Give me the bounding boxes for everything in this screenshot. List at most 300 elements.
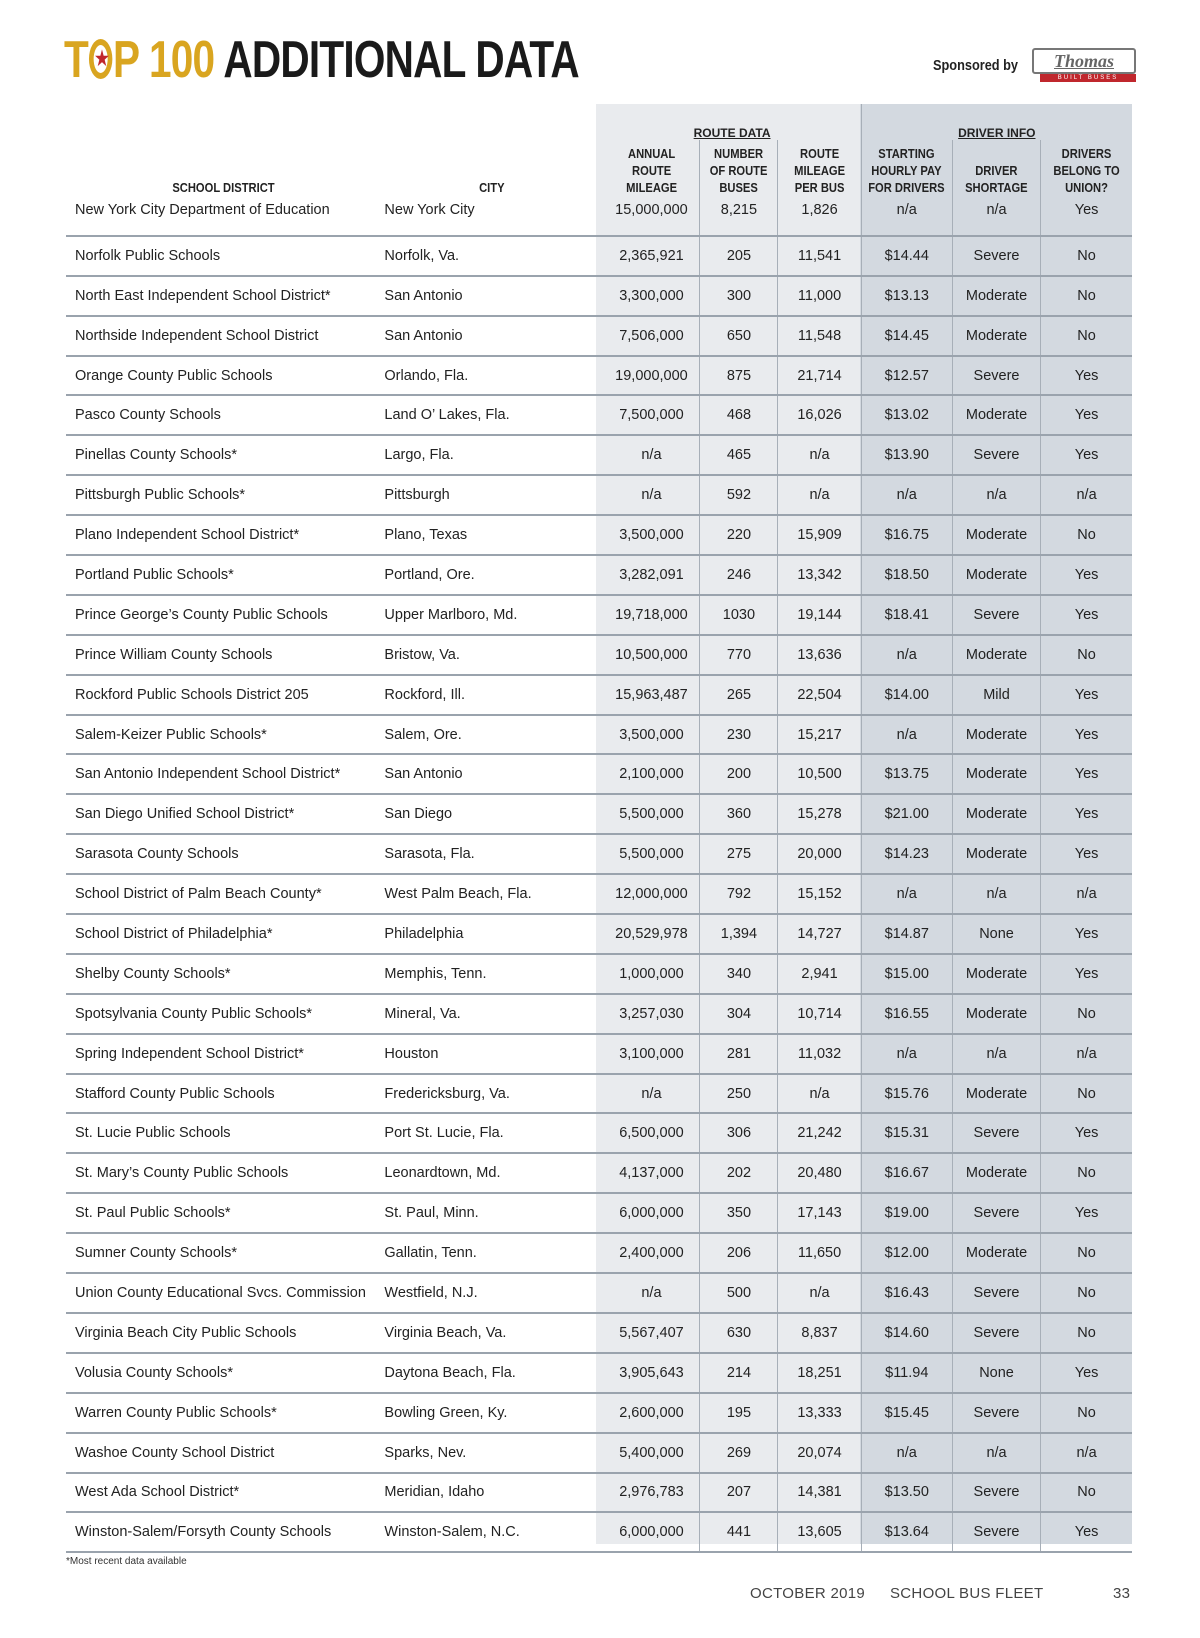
cell-annual-route-mileage: n/a [604, 475, 700, 515]
cell-city: Portland, Ore. [380, 555, 603, 595]
cell-route-mileage-per-bus: 15,909 [778, 515, 861, 555]
cell-drivers-union: n/a [1041, 475, 1132, 515]
cell-number-of-route-buses: 875 [700, 356, 778, 396]
cell-route-mileage-per-bus: 11,000 [778, 276, 861, 316]
cell-city: Virginia Beach, Va. [380, 1313, 603, 1353]
cell-drivers-union: Yes [1041, 1193, 1132, 1233]
cell-number-of-route-buses: 230 [700, 715, 778, 755]
cell-annual-route-mileage: 15,963,487 [604, 675, 700, 715]
table-row [66, 356, 1132, 396]
cell-city: San Antonio [380, 754, 603, 794]
cell-school-district: St. Paul Public Schools* [66, 1193, 380, 1233]
cell-number-of-route-buses: 650 [700, 316, 778, 356]
cell-drivers-union: Yes [1041, 1353, 1132, 1393]
cell-route-mileage-per-bus: 22,504 [778, 675, 861, 715]
cell-school-district: Norfolk Public Schools [66, 236, 380, 276]
cell-drivers-union: No [1041, 236, 1132, 276]
cell-driver-shortage: n/a [952, 196, 1040, 236]
cell-city: Sparks, Nev. [380, 1433, 603, 1473]
cell-annual-route-mileage: 5,400,000 [604, 1433, 700, 1473]
table-body [66, 196, 1132, 1552]
cell-annual-route-mileage: 6,000,000 [604, 1512, 700, 1552]
logo-word: Thomas [1032, 48, 1136, 74]
cell-number-of-route-buses: 202 [700, 1153, 778, 1193]
cell-route-mileage-per-bus: 1,826 [778, 196, 861, 236]
cell-route-mileage-per-bus: 17,143 [778, 1193, 861, 1233]
cell-driver-shortage: Moderate [952, 994, 1040, 1034]
cell-driver-shortage: Moderate [952, 1233, 1040, 1273]
cell-route-mileage-per-bus: 10,714 [778, 994, 861, 1034]
cell-driver-shortage: Moderate [952, 794, 1040, 834]
cell-school-district: Rockford Public Schools District 205 [66, 675, 380, 715]
cell-annual-route-mileage: 7,506,000 [604, 316, 700, 356]
cell-school-district: Prince William County Schools [66, 635, 380, 675]
cell-school-district: Winston-Salem/Forsyth County Schools [66, 1512, 380, 1552]
table-row [66, 635, 1132, 675]
cell-drivers-union: No [1041, 635, 1132, 675]
table-row [66, 874, 1132, 914]
table-row [66, 1193, 1132, 1233]
cell-route-mileage-per-bus: 18,251 [778, 1353, 861, 1393]
table-row [66, 1074, 1132, 1114]
table-row [66, 515, 1132, 555]
cell-city: Gallatin, Tenn. [380, 1233, 603, 1273]
cell-annual-route-mileage: 3,500,000 [604, 715, 700, 755]
cell-school-district: Spotsylvania County Public Schools* [66, 994, 380, 1034]
cell-route-mileage-per-bus: 13,342 [778, 555, 861, 595]
cell-driver-shortage: Moderate [952, 635, 1040, 675]
cell-school-district: San Antonio Independent School District* [66, 754, 380, 794]
table-row [66, 1353, 1132, 1393]
cell-route-mileage-per-bus: 11,650 [778, 1233, 861, 1273]
cell-driver-shortage: n/a [952, 1433, 1040, 1473]
cell-starting-hourly-pay: $14.00 [861, 675, 952, 715]
cell-city: Westfield, N.J. [380, 1273, 603, 1313]
table-row [66, 754, 1132, 794]
cell-number-of-route-buses: 207 [700, 1473, 778, 1513]
cell-drivers-union: No [1041, 1273, 1132, 1313]
table-row [66, 276, 1132, 316]
table-row [66, 475, 1132, 515]
cell-starting-hourly-pay: $13.64 [861, 1512, 952, 1552]
cell-number-of-route-buses: 195 [700, 1393, 778, 1433]
cell-starting-hourly-pay: $13.75 [861, 754, 952, 794]
cell-drivers-union: Yes [1041, 595, 1132, 635]
group-route-data: ROUTE DATA [693, 126, 771, 140]
cell-number-of-route-buses: 304 [700, 994, 778, 1034]
table-row [66, 395, 1132, 435]
cell-school-district: Pittsburgh Public Schools* [66, 475, 380, 515]
cell-annual-route-mileage: n/a [604, 1273, 700, 1313]
cell-city: Upper Marlboro, Md. [380, 595, 603, 635]
sponsor-label: Sponsored by [933, 56, 1019, 74]
cell-annual-route-mileage: 2,400,000 [604, 1233, 700, 1273]
cell-annual-route-mileage: 2,976,783 [604, 1473, 700, 1513]
footer-issue: OCTOBER 2019 [750, 1585, 866, 1602]
cell-starting-hourly-pay: n/a [861, 715, 952, 755]
cell-annual-route-mileage: 10,500,000 [604, 635, 700, 675]
cell-number-of-route-buses: 200 [700, 754, 778, 794]
cell-starting-hourly-pay: $14.60 [861, 1313, 952, 1353]
star-icon [89, 39, 112, 79]
table-row [66, 715, 1132, 755]
col-annual-route-mileage: ANNUAL ROUTE MILEAGE [625, 146, 677, 195]
cell-driver-shortage: Mild [952, 675, 1040, 715]
cell-driver-shortage: Severe [952, 595, 1040, 635]
cell-driver-shortage: Severe [952, 1313, 1040, 1353]
cell-number-of-route-buses: 8,215 [700, 196, 778, 236]
cell-starting-hourly-pay: $15.00 [861, 954, 952, 994]
cell-annual-route-mileage: 6,500,000 [604, 1113, 700, 1153]
cell-route-mileage-per-bus: 14,727 [778, 914, 861, 954]
cell-city: St. Paul, Minn. [380, 1193, 603, 1233]
cell-school-district: Sumner County Schools* [66, 1233, 380, 1273]
cell-starting-hourly-pay: n/a [861, 1034, 952, 1074]
cell-route-mileage-per-bus: n/a [778, 1074, 861, 1114]
thomas-logo-icon [1026, 48, 1136, 82]
title-rest: ADDITIONAL DATA [223, 31, 579, 89]
cell-starting-hourly-pay: $18.41 [861, 595, 952, 635]
table-row [66, 1512, 1132, 1552]
cell-city: West Palm Beach, Fla. [380, 874, 603, 914]
cell-school-district: Warren County Public Schools* [66, 1393, 380, 1433]
cell-route-mileage-per-bus: 21,714 [778, 356, 861, 396]
table-row [66, 994, 1132, 1034]
cell-driver-shortage: Severe [952, 1512, 1040, 1552]
table-row [66, 1113, 1132, 1153]
cell-number-of-route-buses: 206 [700, 1233, 778, 1273]
cell-driver-shortage: Moderate [952, 555, 1040, 595]
cell-school-district: West Ada School District* [66, 1473, 380, 1513]
cell-drivers-union: Yes [1041, 715, 1132, 755]
cell-driver-shortage: Severe [952, 1193, 1040, 1233]
cell-number-of-route-buses: 468 [700, 395, 778, 435]
cell-number-of-route-buses: 1,394 [700, 914, 778, 954]
cell-drivers-union: No [1041, 1074, 1132, 1114]
cell-number-of-route-buses: 306 [700, 1113, 778, 1153]
cell-number-of-route-buses: 770 [700, 635, 778, 675]
cell-starting-hourly-pay: $14.23 [861, 834, 952, 874]
cell-number-of-route-buses: 465 [700, 435, 778, 475]
cell-drivers-union: No [1041, 1393, 1132, 1433]
cell-route-mileage-per-bus: 10,500 [778, 754, 861, 794]
cell-drivers-union: No [1041, 276, 1132, 316]
cell-number-of-route-buses: 275 [700, 834, 778, 874]
table-row [66, 595, 1132, 635]
cell-annual-route-mileage: 3,282,091 [604, 555, 700, 595]
cell-annual-route-mileage: 3,500,000 [604, 515, 700, 555]
cell-route-mileage-per-bus: 13,636 [778, 635, 861, 675]
cell-drivers-union: Yes [1041, 435, 1132, 475]
cell-route-mileage-per-bus: 15,278 [778, 794, 861, 834]
cell-annual-route-mileage: 12,000,000 [604, 874, 700, 914]
cell-city: San Diego [380, 794, 603, 834]
cell-route-mileage-per-bus: 11,541 [778, 236, 861, 276]
cell-annual-route-mileage: 19,718,000 [604, 595, 700, 635]
cell-city: Winston-Salem, N.C. [380, 1512, 603, 1552]
cell-annual-route-mileage: n/a [604, 435, 700, 475]
cell-number-of-route-buses: 281 [700, 1034, 778, 1074]
cell-city: Bowling Green, Ky. [380, 1393, 603, 1433]
cell-number-of-route-buses: 300 [700, 276, 778, 316]
cell-school-district: School District of Philadelphia* [66, 914, 380, 954]
cell-drivers-union: Yes [1041, 794, 1132, 834]
cell-school-district: San Diego Unified School District* [66, 794, 380, 834]
table-row [66, 834, 1132, 874]
cell-school-district: Pinellas County Schools* [66, 435, 380, 475]
cell-annual-route-mileage: 5,500,000 [604, 794, 700, 834]
cell-drivers-union: No [1041, 1233, 1132, 1273]
cell-annual-route-mileage: 15,000,000 [615, 202, 688, 218]
cell-drivers-union: No [1041, 1313, 1132, 1353]
col-starting-hourly-pay: STARTING HOURLY PAY FOR DRIVERS [861, 140, 952, 196]
cell-route-mileage-per-bus: 11,032 [778, 1034, 861, 1074]
table-row [66, 196, 1132, 236]
cell-route-mileage-per-bus: 20,000 [778, 834, 861, 874]
cell-school-district: Plano Independent School District* [66, 515, 380, 555]
cell-school-district: Sarasota County Schools [66, 834, 380, 874]
table-row [66, 675, 1132, 715]
table-row [66, 1393, 1132, 1433]
cell-starting-hourly-pay: $13.90 [861, 435, 952, 475]
cell-driver-shortage: n/a [952, 475, 1040, 515]
cell-route-mileage-per-bus: 14,381 [778, 1473, 861, 1513]
cell-city: New York City [384, 202, 475, 218]
cell-drivers-union: Yes [1041, 954, 1132, 994]
cell-drivers-union: No [1041, 994, 1132, 1034]
cell-number-of-route-buses: 214 [700, 1353, 778, 1393]
cell-driver-shortage: None [952, 1353, 1040, 1393]
cell-city: Philadelphia [380, 914, 603, 954]
cell-school-district: Portland Public Schools* [66, 555, 380, 595]
cell-starting-hourly-pay: n/a [861, 196, 952, 236]
table-row [66, 914, 1132, 954]
col-number-of-route-buses: NUMBER OF ROUTE BUSES [700, 140, 778, 196]
cell-drivers-union: Yes [1041, 754, 1132, 794]
cell-driver-shortage: Moderate [952, 515, 1040, 555]
cell-route-mileage-per-bus: 13,333 [778, 1393, 861, 1433]
cell-drivers-union: No [1041, 1473, 1132, 1513]
cell-route-mileage-per-bus: 16,026 [778, 395, 861, 435]
cell-annual-route-mileage: 2,100,000 [604, 754, 700, 794]
cell-starting-hourly-pay: $16.43 [861, 1273, 952, 1313]
cell-school-district: North East Independent School District* [66, 276, 380, 316]
cell-city: Norfolk, Va. [380, 236, 603, 276]
cell-driver-shortage: Moderate [952, 954, 1040, 994]
cell-drivers-union: Yes [1041, 834, 1132, 874]
cell-driver-shortage: Severe [952, 236, 1040, 276]
cell-route-mileage-per-bus: n/a [778, 435, 861, 475]
cell-driver-shortage: Severe [952, 435, 1040, 475]
table-row [66, 555, 1132, 595]
cell-school-district: Shelby County Schools* [66, 954, 380, 994]
cell-starting-hourly-pay: $12.57 [861, 356, 952, 396]
cell-school-district: Salem-Keizer Public Schools* [66, 715, 380, 755]
col-drivers-union: DRIVERS BELONG TO UNION? [1041, 140, 1132, 196]
cell-route-mileage-per-bus: 2,941 [778, 954, 861, 994]
footnote: *Most recent data available [66, 1556, 187, 1567]
cell-starting-hourly-pay: n/a [861, 1433, 952, 1473]
data-table [66, 104, 1132, 1553]
cell-drivers-union: No [1041, 515, 1132, 555]
cell-school-district: St. Lucie Public Schools [66, 1113, 380, 1153]
page-title [64, 30, 579, 90]
cell-number-of-route-buses: 265 [700, 675, 778, 715]
cell-city: San Antonio [380, 276, 603, 316]
cell-annual-route-mileage: 5,567,407 [604, 1313, 700, 1353]
cell-starting-hourly-pay: n/a [861, 475, 952, 515]
cell-drivers-union: n/a [1041, 1433, 1132, 1473]
cell-city: Memphis, Tenn. [380, 954, 603, 994]
cell-driver-shortage: Moderate [952, 754, 1040, 794]
cell-starting-hourly-pay: n/a [861, 874, 952, 914]
cell-school-district: Virginia Beach City Public Schools [66, 1313, 380, 1353]
cell-route-mileage-per-bus: 19,144 [778, 595, 861, 635]
cell-annual-route-mileage: 3,300,000 [604, 276, 700, 316]
cell-starting-hourly-pay: $16.67 [861, 1153, 952, 1193]
col-driver-shortage: DRIVER SHORTAGE [952, 140, 1040, 196]
table-row [66, 236, 1132, 276]
cell-annual-route-mileage: 3,257,030 [604, 994, 700, 1034]
cell-city: Plano, Texas [380, 515, 603, 555]
cell-drivers-union: Yes [1041, 196, 1132, 236]
cell-school-district: Spring Independent School District* [66, 1034, 380, 1074]
cell-annual-route-mileage: 3,100,000 [604, 1034, 700, 1074]
cell-number-of-route-buses: 205 [700, 236, 778, 276]
cell-city: Rockford, Ill. [380, 675, 603, 715]
cell-starting-hourly-pay: n/a [861, 635, 952, 675]
cell-route-mileage-per-bus: 20,480 [778, 1153, 861, 1193]
cell-annual-route-mileage: 5,500,000 [604, 834, 700, 874]
cell-city: Salem, Ore. [380, 715, 603, 755]
cell-route-mileage-per-bus: 15,152 [778, 874, 861, 914]
cell-starting-hourly-pay: $14.87 [861, 914, 952, 954]
title-number: 100 [148, 31, 215, 89]
cell-drivers-union: n/a [1041, 874, 1132, 914]
cell-starting-hourly-pay: $15.31 [861, 1113, 952, 1153]
cell-school-district: Orange County Public Schools [66, 356, 380, 396]
cell-drivers-union: Yes [1041, 1512, 1132, 1552]
cell-city: Sarasota, Fla. [380, 834, 603, 874]
cell-starting-hourly-pay: $18.50 [861, 555, 952, 595]
cell-driver-shortage: Severe [952, 1393, 1040, 1433]
cell-starting-hourly-pay: $13.02 [861, 395, 952, 435]
cell-number-of-route-buses: 592 [700, 475, 778, 515]
cell-number-of-route-buses: 500 [700, 1273, 778, 1313]
cell-annual-route-mileage: 20,529,978 [604, 914, 700, 954]
cell-starting-hourly-pay: $21.00 [861, 794, 952, 834]
table-row [66, 316, 1132, 356]
cell-annual-route-mileage: 19,000,000 [604, 356, 700, 396]
table-row [66, 1273, 1132, 1313]
cell-school-district: St. Mary’s County Public Schools [66, 1153, 380, 1193]
cell-starting-hourly-pay: $15.45 [861, 1393, 952, 1433]
table-row [66, 1153, 1132, 1193]
cell-driver-shortage: Moderate [952, 1153, 1040, 1193]
cell-route-mileage-per-bus: 8,837 [778, 1313, 861, 1353]
cell-school-district: Volusia County Schools* [66, 1353, 380, 1393]
cell-number-of-route-buses: 350 [700, 1193, 778, 1233]
cell-school-district: School District of Palm Beach County* [66, 874, 380, 914]
cell-city: Pittsburgh [380, 475, 603, 515]
cell-city: Daytona Beach, Fla. [380, 1353, 603, 1393]
cell-drivers-union: Yes [1041, 914, 1132, 954]
cell-driver-shortage: Moderate [952, 1074, 1040, 1114]
cell-driver-shortage: Moderate [952, 316, 1040, 356]
cell-driver-shortage: n/a [952, 874, 1040, 914]
cell-school-district: Union County Educational Svcs. Commission [66, 1273, 380, 1313]
cell-school-district: Prince George’s County Public Schools [66, 595, 380, 635]
cell-annual-route-mileage: 4,137,000 [604, 1153, 700, 1193]
cell-number-of-route-buses: 441 [700, 1512, 778, 1552]
cell-city: Leonardtown, Md. [380, 1153, 603, 1193]
cell-route-mileage-per-bus: 11,548 [778, 316, 861, 356]
cell-starting-hourly-pay: $19.00 [861, 1193, 952, 1233]
cell-starting-hourly-pay: $14.45 [861, 316, 952, 356]
cell-number-of-route-buses: 792 [700, 874, 778, 914]
cell-driver-shortage: Severe [952, 1273, 1040, 1313]
cell-route-mileage-per-bus: 20,074 [778, 1433, 861, 1473]
cell-city: Houston [380, 1034, 603, 1074]
table-row [66, 1034, 1132, 1074]
cell-city: Meridian, Idaho [380, 1473, 603, 1513]
cell-starting-hourly-pay: $15.76 [861, 1074, 952, 1114]
cell-drivers-union: n/a [1041, 1034, 1132, 1074]
cell-driver-shortage: Severe [952, 1473, 1040, 1513]
cell-driver-shortage: Moderate [952, 276, 1040, 316]
table-row [66, 435, 1132, 475]
cell-school-district: Washoe County School District [66, 1433, 380, 1473]
cell-number-of-route-buses: 360 [700, 794, 778, 834]
cell-annual-route-mileage: 1,000,000 [604, 954, 700, 994]
cell-drivers-union: Yes [1041, 555, 1132, 595]
group-driver-info: DRIVER INFO [861, 104, 1132, 140]
cell-driver-shortage: Severe [952, 356, 1040, 396]
cell-route-mileage-per-bus: 13,605 [778, 1512, 861, 1552]
cell-driver-shortage: None [952, 914, 1040, 954]
cell-route-mileage-per-bus: 15,217 [778, 715, 861, 755]
cell-drivers-union: Yes [1041, 395, 1132, 435]
table-row [66, 1473, 1132, 1513]
cell-number-of-route-buses: 220 [700, 515, 778, 555]
col-school-district: SCHOOL DISTRICT [172, 180, 275, 195]
cell-annual-route-mileage: 6,000,000 [604, 1193, 700, 1233]
cell-starting-hourly-pay: $13.50 [861, 1473, 952, 1513]
cell-route-mileage-per-bus: n/a [778, 475, 861, 515]
cell-starting-hourly-pay: $14.44 [861, 236, 952, 276]
col-city: CITY [479, 180, 505, 195]
sponsor-block [918, 48, 1136, 82]
cell-annual-route-mileage: 2,365,921 [604, 236, 700, 276]
cell-city: Land O’ Lakes, Fla. [380, 395, 603, 435]
cell-starting-hourly-pay: $16.75 [861, 515, 952, 555]
cell-driver-shortage: n/a [952, 1034, 1040, 1074]
cell-number-of-route-buses: 1030 [700, 595, 778, 635]
cell-city: Mineral, Va. [380, 994, 603, 1034]
cell-driver-shortage: Moderate [952, 834, 1040, 874]
cell-school-district: Northside Independent School District [66, 316, 380, 356]
cell-city: San Antonio [380, 316, 603, 356]
table-row [66, 954, 1132, 994]
footer-publication: SCHOOL BUS FLEET [890, 1585, 1044, 1602]
cell-drivers-union: No [1041, 1153, 1132, 1193]
cell-city: Orlando, Fla. [380, 356, 603, 396]
table-row [66, 1313, 1132, 1353]
cell-number-of-route-buses: 340 [700, 954, 778, 994]
cell-annual-route-mileage: 7,500,000 [604, 395, 700, 435]
cell-drivers-union: No [1041, 316, 1132, 356]
cell-city: Bristow, Va. [380, 635, 603, 675]
